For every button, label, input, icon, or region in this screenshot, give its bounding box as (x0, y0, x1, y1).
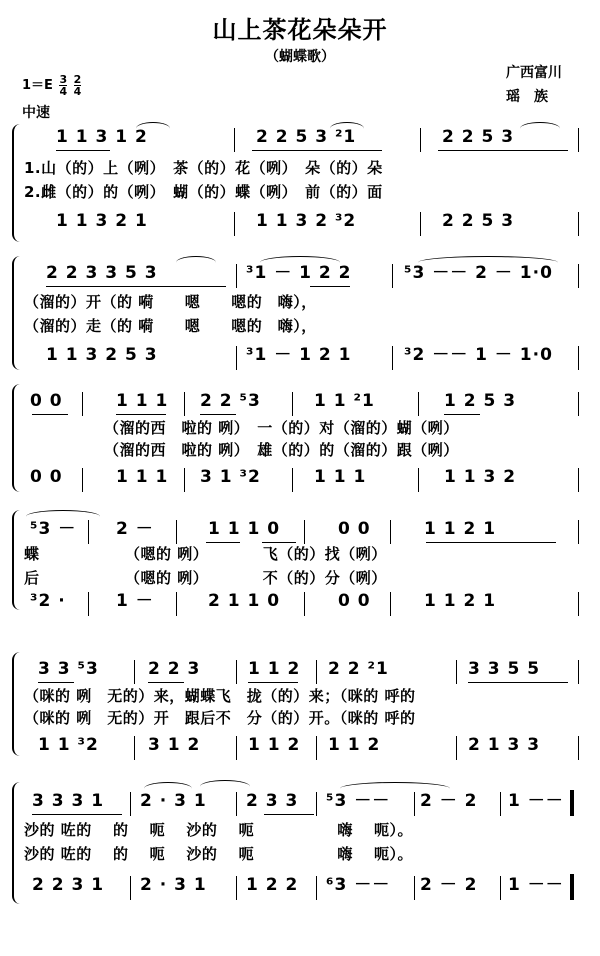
system-brace (12, 782, 22, 904)
measure: 2 1 3 3 (468, 735, 541, 755)
upper-voice (24, 656, 586, 682)
measure: 1 1 1 (314, 467, 367, 487)
measure: 2 － 2 (420, 791, 478, 811)
ethnicity-label: 瑶 族 (506, 89, 548, 105)
measure: 3 1 2 (148, 735, 201, 755)
upper-voice (24, 388, 586, 414)
system-brace (12, 124, 22, 242)
measure: 2 2 5 3 ²1 (256, 127, 357, 147)
system-brace (12, 510, 22, 610)
music-system-3 (0, 380, 600, 496)
measure: 1 1 1 (116, 467, 169, 487)
measure: 2 1 1 0 (208, 591, 281, 611)
measure: 1 1 1 0 (208, 519, 281, 539)
measure: 3 3 ⁵3 (38, 659, 99, 679)
time-signature-1: $\frac{3}{4}$ (59, 73, 68, 98)
music-system-2 (0, 252, 600, 374)
measure: 1 1 3 2 1 (56, 211, 148, 231)
measure: 1 1 2 (248, 735, 301, 755)
time-signature-2: $\frac{2}{4}$ (73, 73, 82, 98)
measure: 1 2 2 (246, 875, 299, 895)
measure: 2 2 ²1 (328, 659, 389, 679)
lyrics-verse-2: （溜的）走（的 嗬 嗯 嗯的 嗨）， (24, 317, 317, 335)
upper-voice (24, 788, 586, 814)
measure: ⁵3 －－ (326, 791, 391, 811)
measure: 2 3 3 (246, 791, 299, 811)
music-system-1 (0, 120, 600, 246)
lower-voice (24, 872, 586, 898)
measure: 1 1 2 (328, 735, 381, 755)
lower-voice (24, 588, 586, 614)
song-subtitle: （蝴蝶歌） (265, 49, 335, 65)
measure: 3 3 3 1 (32, 791, 105, 811)
measure: 2 － 2 (420, 875, 478, 895)
measure: 0 0 (30, 391, 63, 411)
system-brace (12, 384, 22, 492)
measure: 1 1 3 2 (444, 467, 517, 487)
measure: 1 1 2 1 (424, 519, 497, 539)
measure: 1 1 2 1 (424, 591, 497, 611)
system-brace (12, 256, 22, 370)
final-barline (570, 874, 574, 900)
lyrics-verse-2: （咪的 咧 无的）开 跟后不 分（的）开。（咪的 呼的 (24, 709, 416, 727)
measure: 2 2 5 3 (442, 211, 515, 231)
music-system-4 (0, 506, 600, 614)
measure: 0 0 (338, 519, 371, 539)
upper-voice (24, 516, 586, 542)
measure: 2 2 3 (148, 659, 201, 679)
measure: 1 1 3 2 5 3 (46, 345, 158, 365)
measure: 1 1 3 1 2 (56, 127, 148, 147)
measure: 2 － (116, 519, 154, 539)
lyrics-verse-1: 蝶 （嗯的 咧） 飞（的）找（咧） (24, 545, 387, 563)
measure: 1 1 3 2 ³2 (256, 211, 357, 231)
tempo-marking: 中速 (22, 105, 50, 121)
measure: ³2 · (30, 591, 66, 611)
key-signature (22, 74, 81, 97)
music-system-6 (0, 778, 600, 908)
measure: 0 0 (338, 591, 371, 611)
lower-voice (24, 208, 586, 234)
measure: 1 1 ²1 (314, 391, 375, 411)
lower-voice (24, 464, 586, 490)
upper-voice (24, 124, 586, 150)
measure: 3 3 5 5 (468, 659, 541, 679)
measure: 2 2 5 3 (442, 127, 515, 147)
system-brace (12, 652, 22, 756)
lyrics-verse-2: 后 （嗯的 咧） 不（的）分（咧） (24, 569, 387, 587)
lower-voice (24, 342, 586, 368)
lyrics-verse-2: （溜的西 啦的 咧） 雄（的）的（溜的）跟（咧） (104, 441, 459, 459)
measure: 2 · 3 1 (140, 791, 207, 811)
measure: 0 0 (30, 467, 63, 487)
measure: ³1 － 1 2 2 (246, 263, 352, 283)
lyrics-verse-2: 沙的 咗的 的 呃 沙的 呃 嗨 呃）。 (24, 845, 414, 863)
measure: ⁶3 －－ (326, 875, 391, 895)
lyrics-verse-1: 沙的 咗的 的 呃 沙的 呃 嗨 呃）。 (24, 821, 414, 839)
final-barline (570, 790, 574, 816)
region-label: 广西富川 (506, 65, 562, 81)
measure: ³1 － 1 2 1 (246, 345, 352, 365)
measure: 1 1 ³2 (38, 735, 99, 755)
measure: 2 2 ⁵3 (200, 391, 261, 411)
measure: 1 － (116, 591, 154, 611)
lyrics-verse-1: （溜的西 啦的 咧） 一（的）对（溜的）蝴（咧） (104, 419, 459, 437)
lower-voice (24, 732, 586, 758)
measure: 1 2 5 3 (444, 391, 517, 411)
measure: 1 1 1 (116, 391, 169, 411)
measure: ³2 －－ 1 － 1·0 (404, 345, 553, 365)
song-title: 山上茶花朵朵开 (212, 16, 388, 44)
measure: 1 1 2 (248, 659, 301, 679)
measure: 1 －－ (508, 791, 564, 811)
measure: 2 2 3 3 5 3 (46, 263, 158, 283)
measure: ⁵3 － (30, 519, 77, 539)
lyrics-verse-2: 2.雌（的）的（咧） 蝴（的）蝶（咧） 前（的）面 (24, 183, 383, 201)
lyrics-verse-1: （咪的 咧 无的）来，蝴蝶飞 拢（的）来；（咪的 呼的 (24, 687, 416, 705)
measure: 1 －－ (508, 875, 564, 895)
measure: ⁵3 －－ 2 － 1·0 (404, 263, 553, 283)
music-system-5 (0, 648, 600, 760)
measure: 2 · 3 1 (140, 875, 207, 895)
lyrics-verse-1: 1.山（的）上（咧） 茶（的）花（咧） 朵（的）朵 (24, 159, 383, 177)
measure: 2 2 3 1 (32, 875, 105, 895)
key-text: 1＝E (22, 78, 53, 93)
lyrics-verse-1: （溜的）开（的 嗬 嗯 嗯的 嗨）， (24, 293, 317, 311)
measure: 3 1 ³2 (200, 467, 261, 487)
